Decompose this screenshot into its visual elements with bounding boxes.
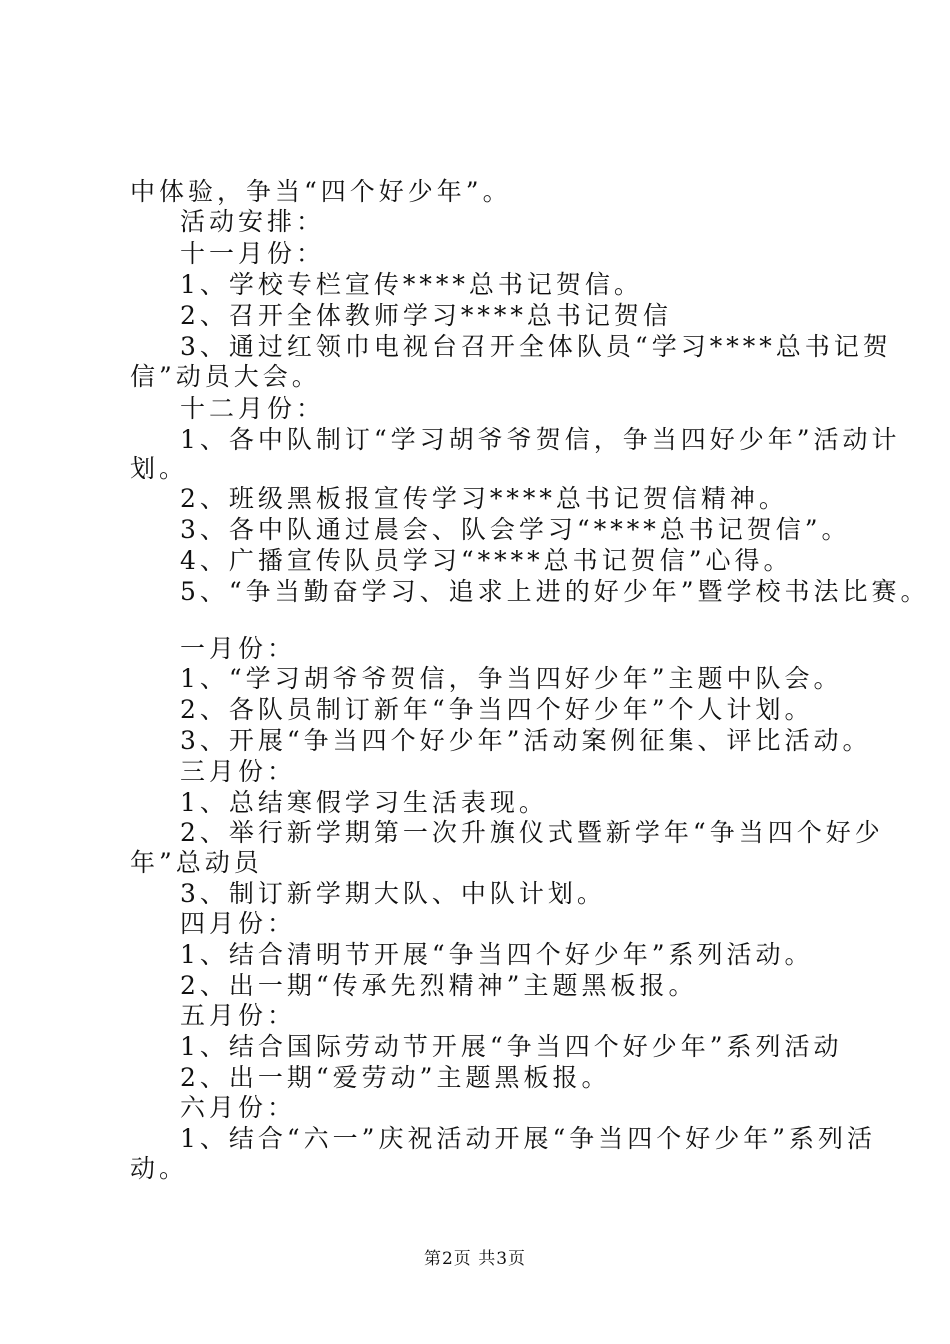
list-item: 1、结合国际劳动节开展“争当四个好少年”系列活动 bbox=[180, 1032, 843, 1061]
list-item: 4、广播宣传队员学习“****总书记贺信”心得。 bbox=[180, 546, 793, 575]
list-item-continuation: 动。 bbox=[130, 1154, 189, 1183]
text-line: 中体验，争当“四个好少年”。 bbox=[130, 177, 512, 206]
month-heading: 四月份： bbox=[180, 909, 297, 938]
list-item: 2、举行新学期第一次升旗仪式暨新学年“争当四个好少 bbox=[180, 818, 884, 847]
month-heading: 六月份： bbox=[180, 1093, 297, 1122]
list-item: 2、召开全体教师学习****总书记贺信 bbox=[180, 301, 672, 330]
list-item: 1、各中队制订“学习胡爷爷贺信，争当四好少年”活动计 bbox=[180, 425, 901, 454]
list-item: 1、总结寒假学习生活表现。 bbox=[180, 788, 548, 817]
list-item: 1、结合清明节开展“争当四个好少年”系列活动。 bbox=[180, 940, 814, 969]
list-item: 2、出一期“传承先烈精神”主题黑板报。 bbox=[180, 971, 698, 1000]
list-item-continuation: 年”总动员 bbox=[130, 848, 263, 877]
list-item-continuation: 划。 bbox=[130, 454, 189, 483]
list-item: 2、各队员制订新年“争当四个好少年”个人计划。 bbox=[180, 695, 814, 724]
list-item: 1、学校专栏宣传****总书记贺信。 bbox=[180, 270, 643, 299]
list-item: 3、制订新学期大队、中队计划。 bbox=[180, 879, 606, 908]
page-footer: 第2页 共3页 bbox=[423, 1249, 527, 1269]
month-heading: 十二月份： bbox=[180, 394, 326, 423]
list-item: 5、“争当勤奋学习、追求上进的好少年”暨学校书法比赛。 bbox=[180, 577, 930, 606]
list-item-continuation: 信”动员大会。 bbox=[130, 362, 321, 391]
list-item: 3、各中队通过晨会、队会学习“****总书记贺信”。 bbox=[180, 515, 851, 544]
month-heading: 五月份： bbox=[180, 1001, 297, 1030]
month-heading: 十一月份： bbox=[180, 239, 326, 268]
list-item: 1、结合“六一”庆祝活动开展“争当四个好少年”系列活 bbox=[180, 1124, 877, 1153]
list-item: 3、通过红领巾电视台召开全体队员“学习****总书记贺 bbox=[180, 332, 892, 361]
list-item: 2、出一期“爱劳动”主题黑板报。 bbox=[180, 1063, 611, 1092]
month-heading: 三月份： bbox=[180, 757, 297, 786]
section-heading: 活动安排： bbox=[180, 207, 326, 236]
list-item: 2、班级黑板报宣传学习****总书记贺信精神。 bbox=[180, 484, 788, 513]
month-heading: 一月份： bbox=[180, 634, 297, 663]
list-item: 1、“学习胡爷爷贺信，争当四好少年”主题中队会。 bbox=[180, 664, 843, 693]
list-item: 3、开展“争当四个好少年”活动案例征集、评比活动。 bbox=[180, 726, 872, 755]
